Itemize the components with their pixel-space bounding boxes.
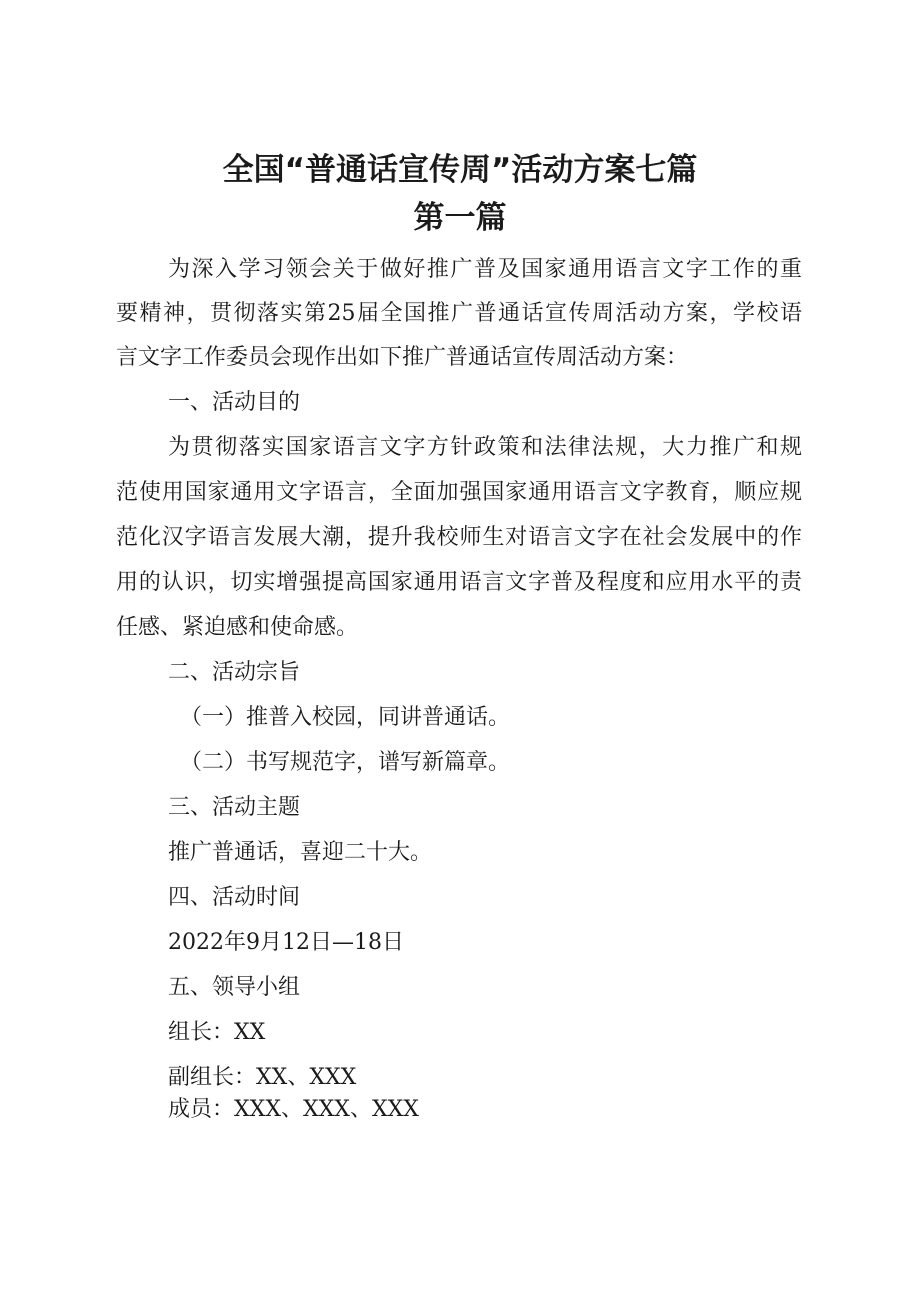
- section-2-heading: 二、活动宗旨: [168, 660, 301, 685]
- document-title: 全国“普通话宣传周”活动方案七篇: [222, 152, 698, 188]
- section-5-heading: 五、领导小组: [168, 975, 301, 1000]
- section-1-line-3: 范化汉字语言发展大潮，提升我校师生对语言文字在社会发展中的作: [116, 525, 802, 550]
- section-3-body: 推广普通话，喜迎二十大。: [168, 840, 433, 865]
- section-1-line-5: 任感、紧迫感和使命感。: [116, 615, 359, 640]
- leader-line: 组长：XX: [168, 1020, 266, 1045]
- section-2-item-1: （一）推普入校园，同讲普通话。: [180, 705, 511, 730]
- section-1-line-4: 用的认识，切实增强提高国家通用语言文字普及程度和应用水平的责: [116, 570, 802, 595]
- intro-line-1: 为深入学习领会关于做好推广普及国家通用语言文字工作的重: [168, 257, 802, 282]
- members-line: 成员：XXX、XXX、XXX: [168, 1097, 419, 1122]
- intro-line-2: 要精神，贯彻落实第25届全国推广普通话宣传周活动方案，学校语: [116, 301, 802, 326]
- section-1-line-2: 范使用国家通用文字语言，全面加强国家通用语言文字教育，顺应规: [116, 480, 802, 505]
- section-4-body: 2022年9月12日—18日: [168, 930, 404, 955]
- deputy-line: 副组长：XX、XXX: [168, 1065, 357, 1090]
- section-3-heading: 三、活动主题: [168, 795, 301, 820]
- section-1-line-1: 为贯彻落实国家语言文字方针政策和法律法规，大力推广和规: [168, 435, 802, 460]
- document-subtitle: 第一篇: [413, 200, 507, 236]
- section-2-item-2: （二）书写规范字，谱写新篇章。: [180, 750, 511, 775]
- intro-line-3: 言文字工作委员会现作出如下推广普通话宣传周活动方案：: [116, 345, 689, 370]
- section-4-heading: 四、活动时间: [168, 885, 301, 910]
- section-1-heading: 一、活动目的: [168, 390, 301, 415]
